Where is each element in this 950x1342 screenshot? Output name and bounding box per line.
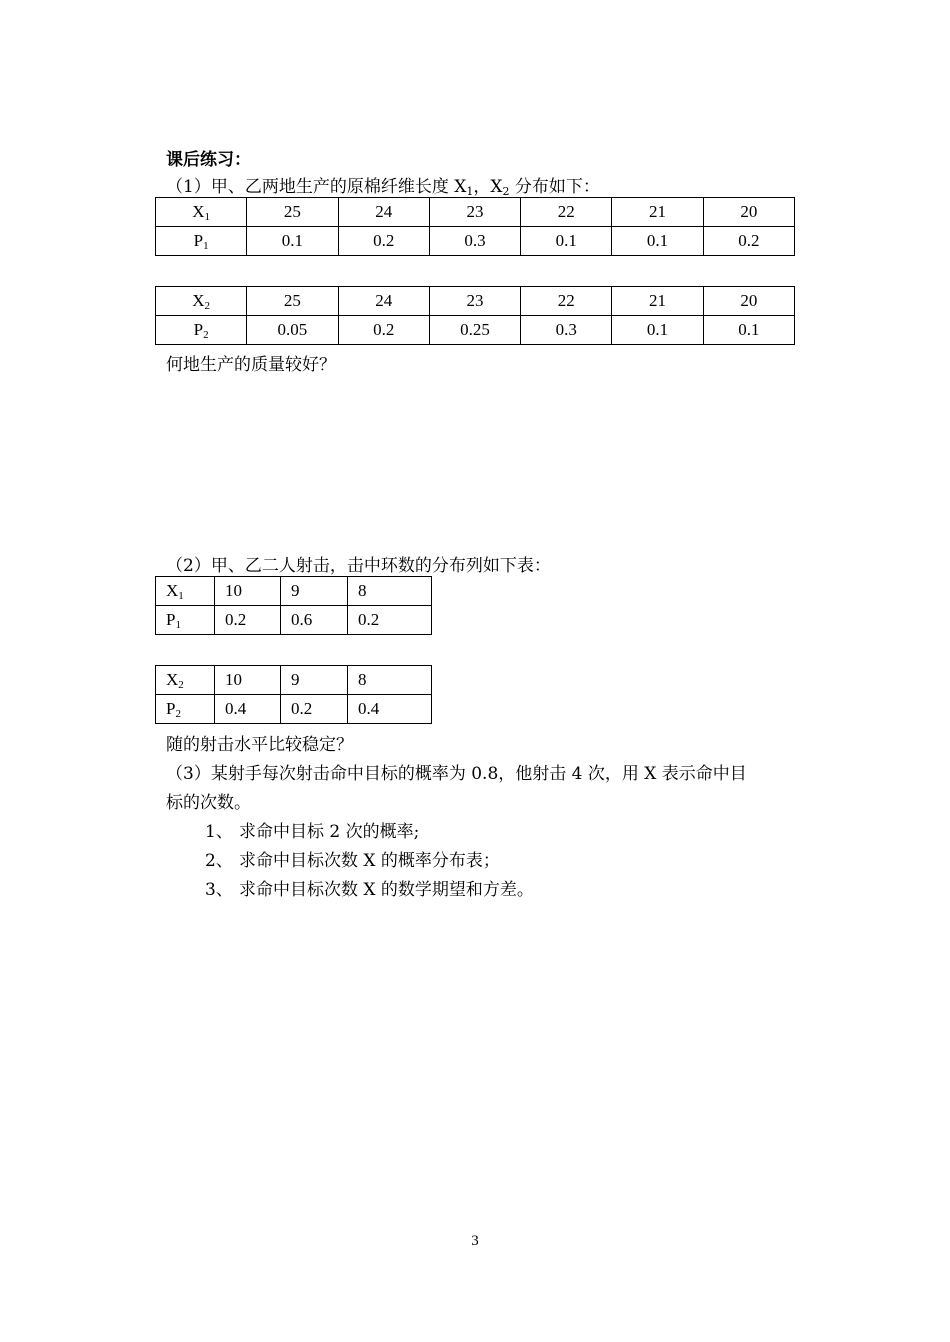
q1-question: 何地生产的质量较好？ [166,355,336,375]
table-cell: 0.2 [703,227,794,256]
table-cell: 22 [521,287,612,316]
q1-intro-text-c: 分布如下： [509,177,600,197]
row-label-p1: $P_1$ [156,227,247,256]
item-text: 求命中目标 2 次的概率; [239,822,420,842]
table-cell: 0.1 [612,316,703,345]
table-cell: 0.2 [338,316,429,345]
table-cell: 10 [215,666,281,695]
q2-intro: （2）甲、乙二人射击，击中环数的分布列如下表： [166,556,551,576]
table-row [156,287,795,316]
page-number: 3 [471,1233,479,1249]
row-label-x2: $X_2$ [156,287,247,316]
table-row [156,666,432,695]
table-cell: 9 [281,577,348,606]
table-cell: 25 [247,198,338,227]
item-number: 1、 [205,822,233,842]
table-cell: 10 [215,577,281,606]
table-cell: 20 [703,198,794,227]
table-cell: 0.6 [281,606,348,635]
q2-question: 随的射击水平比较稳定？ [166,735,353,755]
table-cell: 25 [247,287,338,316]
row-label-x1: $X_1$ [156,198,247,227]
q3-line-1: （3）某射手每次射击命中目标的概率为 0.8，他射击 4 次，用 X 表示命中目 [166,764,747,784]
item-number: 3、 [205,880,233,900]
table-cell: 21 [612,198,703,227]
table-cell: 0.2 [338,227,429,256]
q3-item-1 [205,817,419,842]
table-cell: 8 [348,577,432,606]
q3-item-3 [205,875,534,900]
table-cell: 0.4 [215,695,281,724]
table-cell: 21 [612,287,703,316]
table-row [156,577,432,606]
q1-intro-text-a: （1）甲、乙两地生产的原棉纤维长度 X [166,177,467,197]
table-cell: 22 [521,198,612,227]
table-cell: 0.2 [281,695,348,724]
table-row [156,695,432,724]
q1-table-2 [155,286,795,345]
q2-table-2 [155,665,432,724]
table-cell: 24 [338,287,429,316]
q1-intro-sub1: 1 [466,185,474,198]
table-cell: 0.05 [247,316,338,345]
table-cell: 0.1 [612,227,703,256]
table-cell: 24 [338,198,429,227]
table-cell: 0.2 [348,606,432,635]
table-cell: 0.1 [247,227,338,256]
item-text: 求命中目标次数 X 的数学期望和方差。 [239,880,534,900]
q1-table-1 [155,197,795,256]
row-label-p2: $P_2$ [156,695,215,724]
q1-intro [166,172,600,197]
table-cell: 0.3 [429,227,520,256]
table-cell: 0.3 [521,316,612,345]
table-cell: 23 [429,198,520,227]
item-number: 2、 [205,851,233,871]
table-row [156,227,795,256]
q3-line-2: 标的次数。 [166,793,251,813]
table-cell: 9 [281,666,348,695]
row-label-x2: $X_2$ [156,666,215,695]
table-cell: 0.1 [703,316,794,345]
row-label-p2: $P_2$ [156,316,247,345]
table-row [156,198,795,227]
table-cell: 23 [429,287,520,316]
q1-intro-sub2: 2 [502,185,510,198]
item-text: 求命中目标次数 X 的概率分布表； [239,851,500,871]
table-cell: 0.2 [215,606,281,635]
table-cell: 20 [703,287,794,316]
table-cell: 0.4 [348,695,432,724]
row-label-x1: $X_1$ [156,577,215,606]
q3-item-2 [205,846,500,871]
exercise-heading: 课后练习： [166,150,251,170]
table-cell: 0.25 [429,316,520,345]
table-cell: 0.1 [521,227,612,256]
table-row [156,316,795,345]
row-label-p1: $P_1$ [156,606,215,635]
q1-intro-text-b: ，X [473,177,503,197]
table-cell: 8 [348,666,432,695]
q2-table-1 [155,576,432,635]
table-row [156,606,432,635]
